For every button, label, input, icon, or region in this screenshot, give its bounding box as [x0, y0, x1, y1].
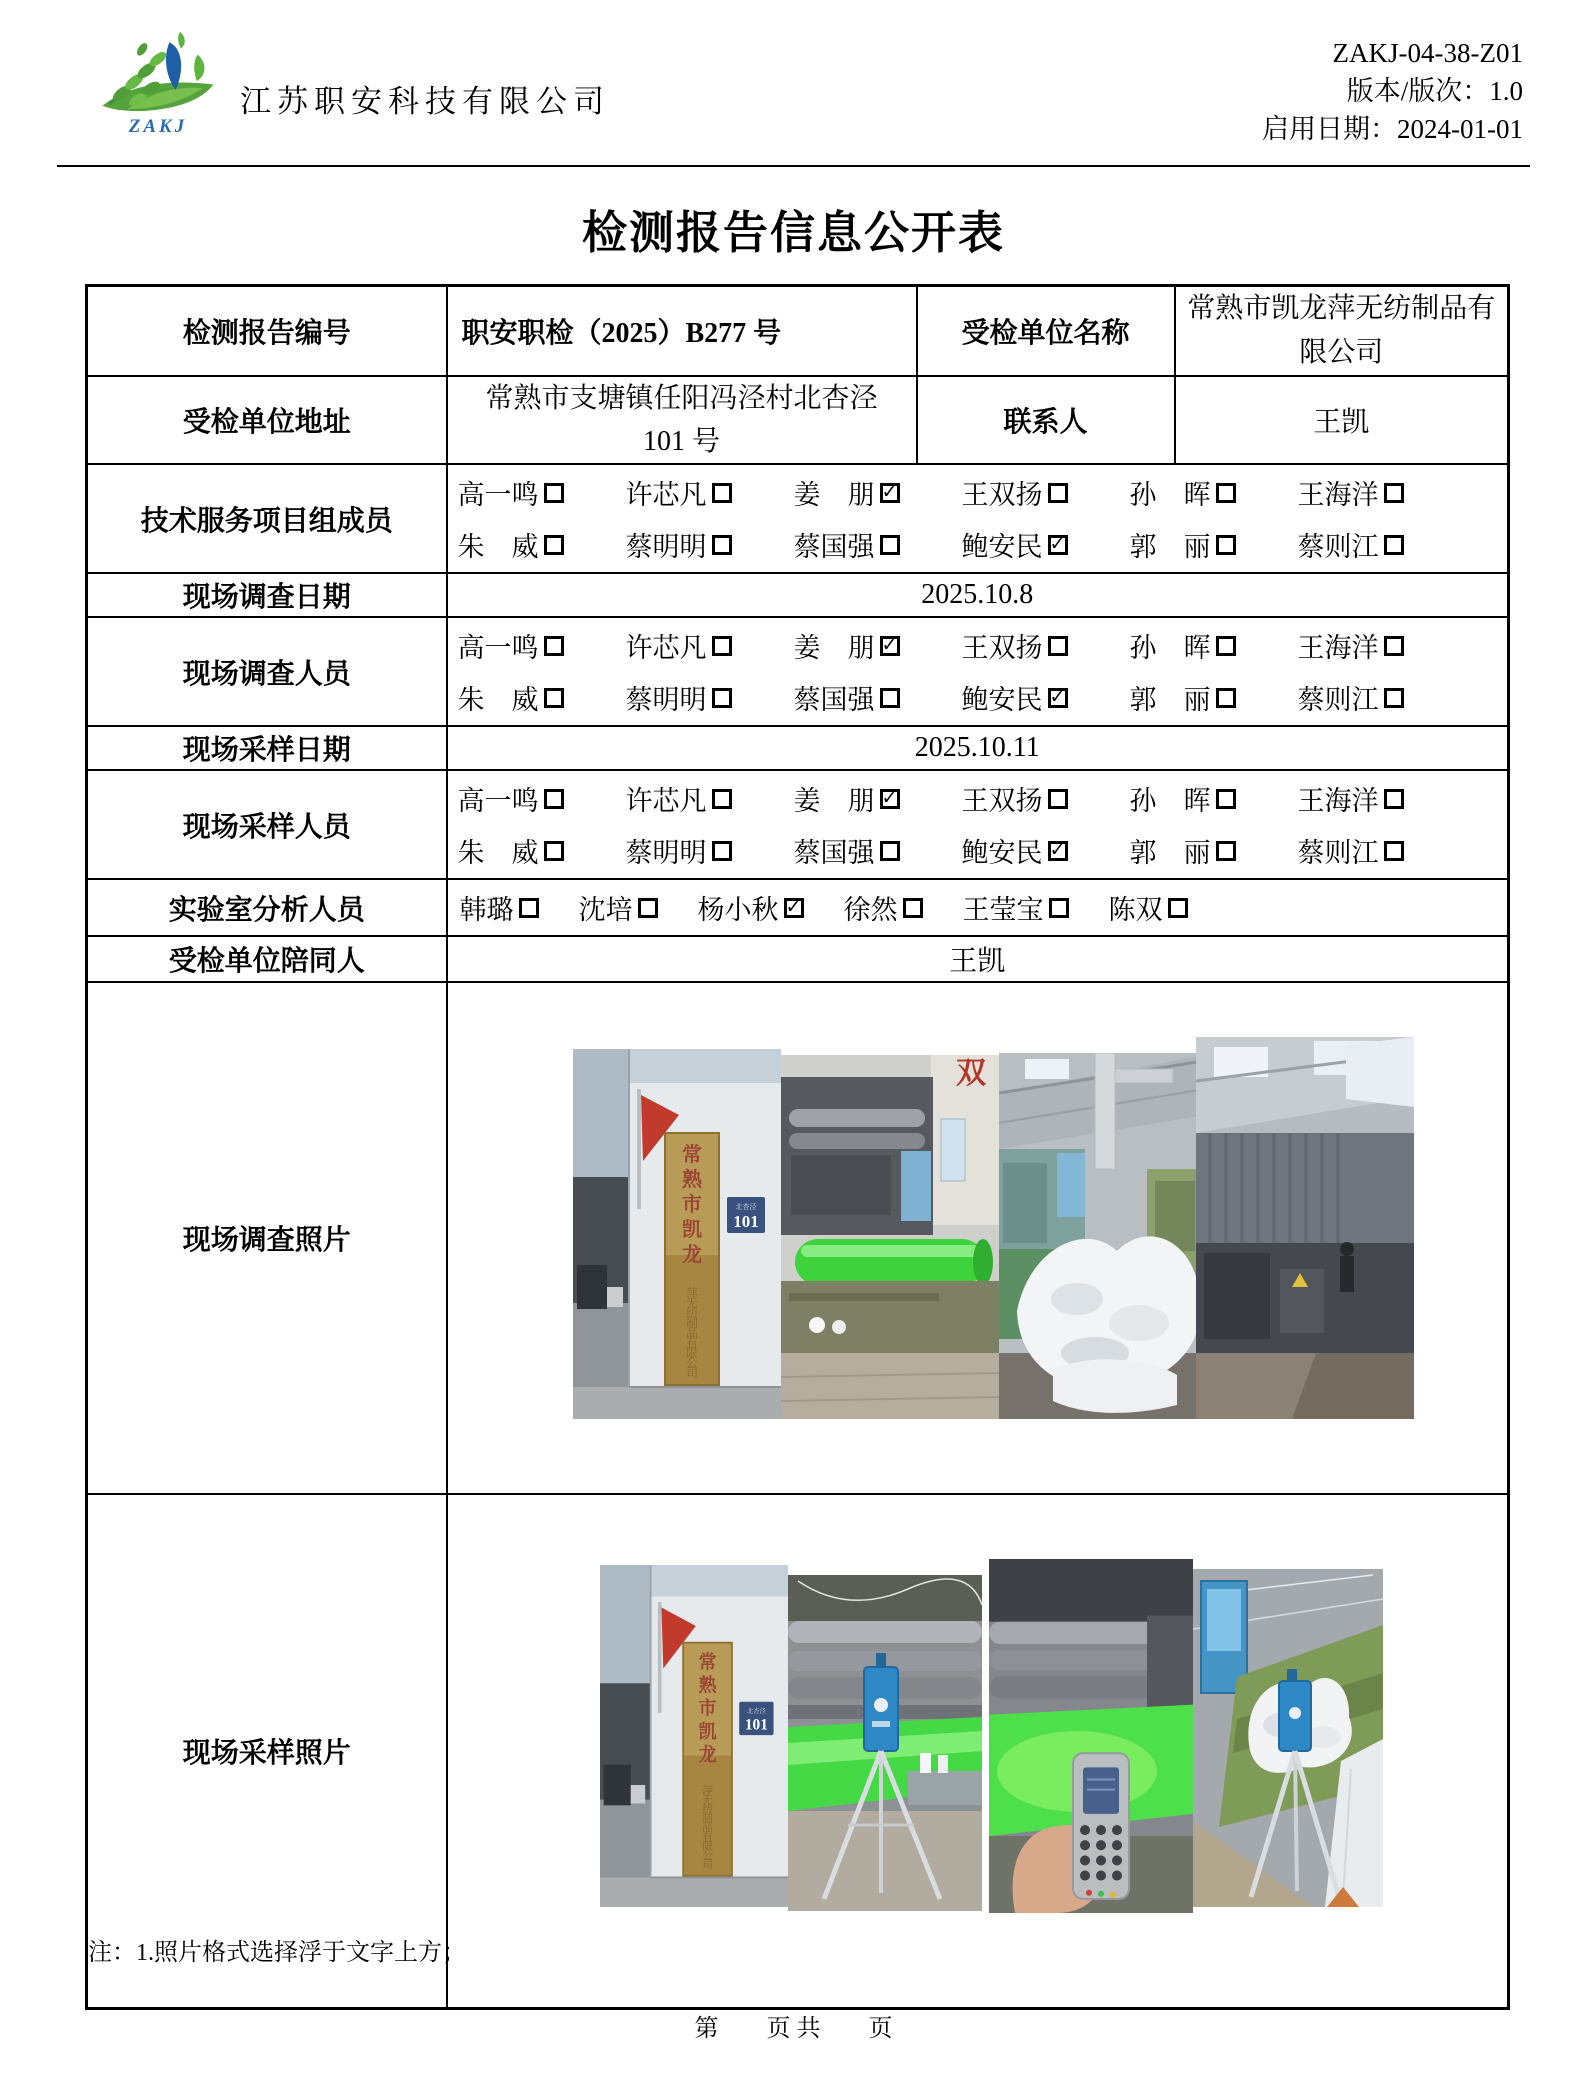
date-value: 2024-01-01: [1397, 114, 1523, 144]
address-label: 受检单位地址: [87, 376, 447, 465]
staff-member-name: 姜 朋: [793, 633, 875, 664]
staff-member: [1298, 831, 1404, 870]
checkbox-checked: ✓: [880, 789, 900, 809]
staff-member: [794, 678, 900, 717]
staff-member: [1130, 831, 1236, 870]
photo-sampling-building-sign: [600, 1565, 788, 1907]
staff-member: [698, 888, 804, 927]
staff-member: [962, 678, 1068, 717]
staff-member: [794, 626, 900, 665]
staff-member-name: 许芯凡: [625, 786, 707, 817]
staff-member: [794, 473, 900, 512]
unit-name-label: 受检单位名称: [917, 286, 1175, 376]
address-value: 常熟市支塘镇任阳冯泾村北杏泾101 号: [447, 376, 917, 465]
checkbox-unchecked: [544, 789, 564, 809]
page-footer: 第 页 共 页: [694, 2016, 893, 2042]
staff-member-name: 蔡国强: [793, 532, 875, 563]
checkbox-unchecked: [544, 535, 564, 555]
staff-member: [1109, 888, 1188, 927]
staff-member: [626, 626, 732, 665]
survey-date-label: 现场调查日期: [87, 573, 447, 617]
staff-member: [458, 525, 564, 564]
staff-member-name: 韩璐: [459, 895, 514, 926]
staff-member-name: 鲍安民: [961, 685, 1043, 716]
staff-member: [1130, 473, 1236, 512]
staff-member: [1298, 779, 1404, 818]
staff-member-name: 沈培: [578, 895, 633, 926]
survey-date-value: 2025.10.8: [447, 573, 1509, 617]
report-no-value: 职安职检（2025）B277 号: [447, 286, 917, 376]
svg-text:北杏泾: 北杏泾: [735, 1203, 756, 1212]
staff-member-name: 蔡明明: [625, 838, 707, 869]
staff-member-name: 蔡则江: [1297, 685, 1379, 716]
staff-member-name: 姜 朋: [793, 480, 875, 511]
photo-sampling-cotton-tripod: [1193, 1569, 1383, 1907]
staff-member: [1298, 678, 1404, 717]
staff-member: [794, 779, 900, 818]
staff-member-name: 王莹宝: [962, 895, 1044, 926]
staff-member: [1130, 779, 1236, 818]
accompany-value: 王凯: [447, 936, 1509, 982]
lab-staff: [447, 879, 1509, 936]
checkbox-unchecked: [1384, 789, 1404, 809]
staff-member: [1298, 525, 1404, 564]
photo-survey-building-sign: [573, 1049, 781, 1419]
checkbox-unchecked: [1168, 898, 1188, 918]
staff-member-name: 郭 丽: [1129, 532, 1211, 563]
version-value: 1.0: [1489, 76, 1523, 106]
staff-member: [626, 779, 732, 818]
checkbox-unchecked: [1216, 688, 1236, 708]
photo-sampling-handheld-meter: [989, 1559, 1193, 1913]
staff-member-name: 郭 丽: [1129, 685, 1211, 716]
staff-member: [626, 525, 732, 564]
svg-text:北杏泾: 北杏泾: [746, 1708, 766, 1716]
staff-member: [579, 888, 658, 927]
staff-member-name: 蔡明明: [625, 532, 707, 563]
survey-staff-line2: [458, 678, 1502, 717]
staff-member: [1130, 626, 1236, 665]
staff-member: [844, 888, 923, 927]
svg-text:101: 101: [732, 1212, 759, 1232]
checkbox-unchecked: [1384, 535, 1404, 555]
checkbox-unchecked: [712, 688, 732, 708]
staff-member: [626, 831, 732, 870]
checkbox-unchecked: [1048, 636, 1068, 656]
staff-member: [458, 473, 564, 512]
sampling-staff: [447, 770, 1509, 879]
checkbox-checked: ✓: [1048, 688, 1068, 708]
svg-text:萍无纺制品有限公司: 萍无纺制品有限公司: [685, 1286, 698, 1381]
staff-member: [1298, 626, 1404, 665]
doc-version: [1262, 72, 1523, 110]
sampling-staff-line1: [458, 779, 1502, 818]
staff-member-name: 郭 丽: [1129, 838, 1211, 869]
checkbox-unchecked: [1216, 483, 1236, 503]
staff-member-name: 朱 威: [457, 685, 539, 716]
staff-member-name: 王双扬: [961, 786, 1043, 817]
staff-member-name: 王双扬: [961, 633, 1043, 664]
company-name: 江苏职安科技有限公司: [240, 84, 610, 119]
checkbox-checked: ✓: [1048, 841, 1068, 861]
staff-member: [1130, 525, 1236, 564]
unit-name-value: 常熟市凯龙萍无纺制品有限公司: [1175, 286, 1509, 376]
team-members: [447, 464, 1509, 573]
staff-member: [626, 678, 732, 717]
accompany-label: 受检单位陪同人: [87, 936, 447, 982]
checkbox-unchecked: [1384, 841, 1404, 861]
page-title: 检测报告信息公开表: [581, 208, 1005, 258]
checkbox-unchecked: [1216, 636, 1236, 656]
staff-member-name: 杨小秋: [697, 895, 779, 926]
checkbox-unchecked: [880, 535, 900, 555]
checkbox-unchecked: [1384, 483, 1404, 503]
photo-survey-green-roll-machine: [781, 1055, 999, 1419]
staff-member-name: 高一鸣: [457, 786, 539, 817]
svg-text:双: 双: [955, 1057, 986, 1091]
staff-member-name: 陈双: [1108, 895, 1163, 926]
checkbox-unchecked: [544, 688, 564, 708]
sampling-staff-line2: [458, 831, 1502, 870]
version-label: 版本/版次：: [1346, 76, 1490, 106]
staff-member: [1130, 678, 1236, 717]
staff-member-name: 徐然: [843, 895, 898, 926]
staff-member-name: 王海洋: [1297, 480, 1379, 511]
checkbox-unchecked: [544, 483, 564, 503]
staff-member: [962, 626, 1068, 665]
staff-member-name: 蔡则江: [1297, 532, 1379, 563]
survey-staff: [447, 617, 1509, 726]
photo-survey-cotton-pile: [999, 1053, 1217, 1419]
staff-member-name: 孙 晖: [1129, 786, 1211, 817]
staff-member: [458, 678, 564, 717]
team-members-line1: [458, 473, 1502, 512]
sampling-photos-label: 现场采样照片: [87, 1494, 447, 2008]
staff-member: [963, 888, 1069, 927]
staff-member-name: 王双扬: [961, 480, 1043, 511]
checkbox-unchecked: [638, 898, 658, 918]
staff-member-name: 王海洋: [1297, 633, 1379, 664]
team-label: 技术服务项目组成员: [87, 464, 447, 573]
staff-member-name: 蔡国强: [793, 838, 875, 869]
svg-text:101: 101: [744, 1716, 768, 1734]
sampling-staff-label: 现场采样人员: [87, 770, 447, 879]
logo-text: ZAKJ: [128, 116, 188, 137]
checkbox-unchecked: [903, 898, 923, 918]
photo-sampling-tripod-instrument: [788, 1575, 982, 1911]
staff-member: [458, 831, 564, 870]
staff-member-name: 姜 朋: [793, 786, 875, 817]
sampling-photos-cell: [447, 1494, 1509, 2008]
svg-text:常熟市凯龙: 常熟市凯龙: [698, 1652, 717, 1766]
checkbox-unchecked: [1049, 898, 1069, 918]
staff-member-name: 孙 晖: [1129, 480, 1211, 511]
sampling-date-label: 现场采样日期: [87, 726, 447, 770]
company-logo: [92, 30, 224, 118]
report-no-label: 检测报告编号: [87, 286, 447, 376]
staff-member-name: 蔡则江: [1297, 838, 1379, 869]
checkbox-unchecked: [712, 535, 732, 555]
staff-member: [962, 779, 1068, 818]
checkbox-unchecked: [1384, 688, 1404, 708]
staff-member-name: 蔡国强: [793, 685, 875, 716]
checkbox-checked: ✓: [880, 483, 900, 503]
contact-label: 联系人: [917, 376, 1175, 465]
staff-member: [962, 831, 1068, 870]
date-label: 启用日期：: [1262, 114, 1398, 144]
staff-member-name: 高一鸣: [457, 633, 539, 664]
checkbox-unchecked: [1048, 483, 1068, 503]
lab-staff-label: 实验室分析人员: [87, 879, 447, 936]
checkbox-unchecked: [544, 841, 564, 861]
sampling-date-value: 2025.10.11: [447, 726, 1509, 770]
staff-member-name: 高一鸣: [457, 480, 539, 511]
survey-photos-cell: [447, 982, 1509, 1494]
checkbox-unchecked: [519, 898, 539, 918]
svg-text:萍无纺制品有限公司: 萍无纺制品有限公司: [701, 1785, 713, 1872]
checkbox-unchecked: [712, 841, 732, 861]
staff-member-name: 王海洋: [1297, 786, 1379, 817]
checkbox-checked: ✓: [784, 898, 804, 918]
checkbox-unchecked: [1384, 636, 1404, 656]
doc-date: [1262, 110, 1523, 148]
report-info-table: [85, 284, 1510, 2010]
checkbox-unchecked: [1048, 789, 1068, 809]
staff-member: [460, 888, 539, 927]
checkbox-unchecked: [544, 636, 564, 656]
survey-staff-line1: [458, 626, 1502, 665]
checkbox-unchecked: [1216, 789, 1236, 809]
staff-member-name: 朱 威: [457, 532, 539, 563]
staff-member: [794, 831, 900, 870]
staff-member-name: 鲍安民: [961, 532, 1043, 563]
staff-member: [458, 626, 564, 665]
survey-staff-label: 现场调查人员: [87, 617, 447, 726]
checkbox-unchecked: [712, 789, 732, 809]
staff-member: [1298, 473, 1404, 512]
checkbox-unchecked: [712, 636, 732, 656]
staff-member-name: 朱 威: [457, 838, 539, 869]
document-meta: [1262, 34, 1523, 148]
checkbox-checked: ✓: [1048, 535, 1068, 555]
survey-photos-label: 现场调查照片: [87, 982, 447, 1494]
checkbox-unchecked: [1216, 841, 1236, 861]
staff-member-name: 许芯凡: [625, 633, 707, 664]
doc-code: ZAKJ-04-38-Z01: [1332, 38, 1523, 68]
contact-value: 王凯: [1175, 376, 1509, 465]
header-divider: [57, 165, 1530, 167]
footnote: 注：1.照片格式选择浮于文字上方；: [88, 1940, 466, 1966]
staff-member: [962, 525, 1068, 564]
staff-member: [626, 473, 732, 512]
staff-member-name: 蔡明明: [625, 685, 707, 716]
checkbox-unchecked: [712, 483, 732, 503]
photo-survey-workshop-interior: [1196, 1037, 1414, 1419]
checkbox-unchecked: [880, 688, 900, 708]
team-members-line2: [458, 525, 1502, 564]
checkbox-checked: ✓: [880, 636, 900, 656]
staff-member: [794, 525, 900, 564]
checkbox-unchecked: [880, 841, 900, 861]
lab-staff-line: [458, 888, 1502, 927]
staff-member: [962, 473, 1068, 512]
staff-member: [458, 779, 564, 818]
staff-member-name: 许芯凡: [625, 480, 707, 511]
checkbox-unchecked: [1216, 535, 1236, 555]
staff-member-name: 孙 晖: [1129, 633, 1211, 664]
staff-member-name: 鲍安民: [961, 838, 1043, 869]
svg-text:常熟市凯龙: 常熟市凯龙: [681, 1144, 702, 1267]
